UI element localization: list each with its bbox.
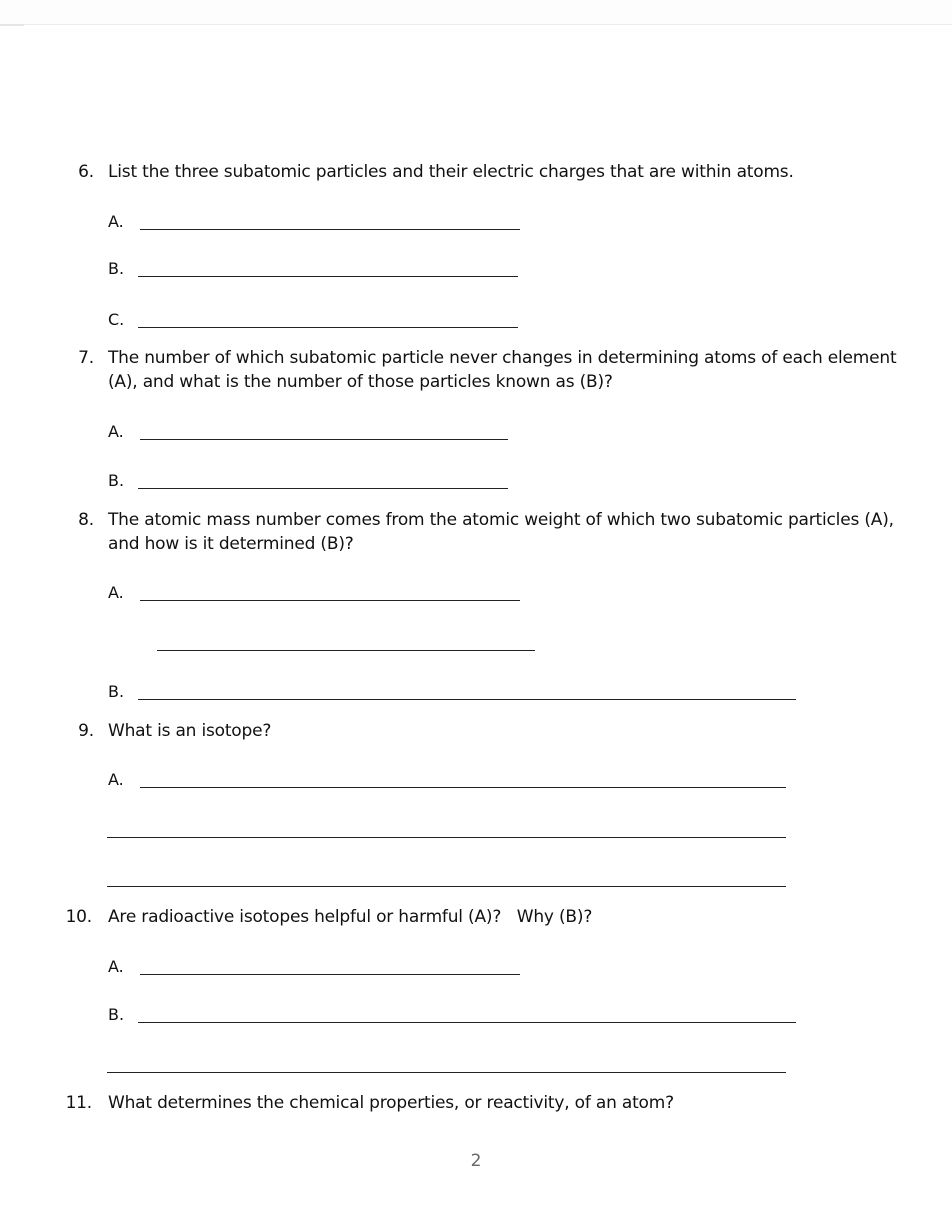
answer-line[interactable] xyxy=(140,229,520,230)
answer-line[interactable] xyxy=(138,488,508,489)
answer-label-a: A. xyxy=(108,422,124,441)
answer-label-b: B. xyxy=(108,682,125,701)
page-number: 2 xyxy=(470,1151,482,1171)
answer-line[interactable] xyxy=(140,974,520,975)
answer-label-b: B. xyxy=(108,471,125,490)
question-number: 6. xyxy=(78,162,94,182)
viewer-tab-indicator xyxy=(0,24,24,26)
answer-label-a: A. xyxy=(108,583,124,602)
answer-label-a: A. xyxy=(108,957,124,976)
question-number: 11. xyxy=(65,1093,92,1113)
viewer-top-bar xyxy=(0,0,952,25)
answer-label-b: B. xyxy=(108,259,125,278)
answer-line[interactable] xyxy=(138,327,518,328)
answer-line[interactable] xyxy=(107,886,786,887)
question-text-line-2: (A), and what is the number of those particles known as (B)? xyxy=(108,372,613,392)
answer-line[interactable] xyxy=(138,276,518,277)
question-number: 8. xyxy=(78,510,94,530)
question-text-line-1: The number of which subatomic particle never changes in determining atoms of each element xyxy=(108,348,897,368)
answer-label-a: A. xyxy=(108,770,124,789)
answer-line[interactable] xyxy=(107,837,786,838)
question-text: What is an isotope? xyxy=(108,721,272,741)
answer-line[interactable] xyxy=(140,787,786,788)
answer-line[interactable] xyxy=(107,1072,786,1073)
answer-line[interactable] xyxy=(138,1022,796,1023)
answer-line[interactable] xyxy=(157,650,535,651)
answer-line[interactable] xyxy=(138,699,796,700)
answer-label-c: C. xyxy=(108,310,125,329)
answer-line[interactable] xyxy=(140,600,520,601)
question-text: Are radioactive isotopes helpful or harmful (A)? Why (B)? xyxy=(108,907,593,927)
question-text: List the three subatomic particles and their electric charges that are within atoms. xyxy=(108,162,794,182)
question-text: What determines the chemical properties, or reactivity, of an atom? xyxy=(108,1093,674,1113)
answer-label-b: B. xyxy=(108,1005,125,1024)
answer-label-a: A. xyxy=(108,212,124,231)
question-number: 7. xyxy=(78,348,94,368)
question-text-line-1: The atomic mass number comes from the atomic weight of which two subatomic particles (A), xyxy=(108,510,894,530)
question-number: 9. xyxy=(78,721,94,741)
answer-line[interactable] xyxy=(140,439,508,440)
question-number: 10. xyxy=(65,907,92,927)
question-text-line-2: and how is it determined (B)? xyxy=(108,534,354,554)
